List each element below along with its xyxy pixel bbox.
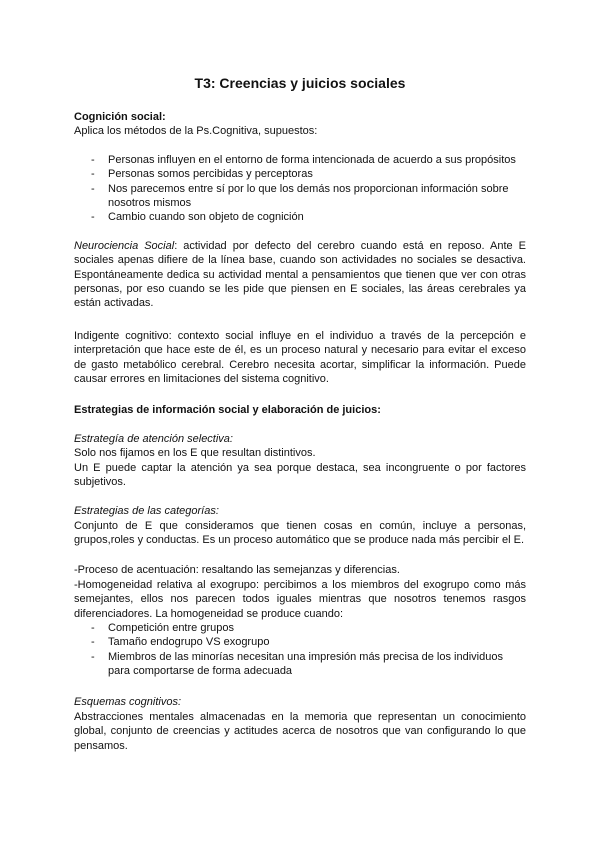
homogeneidad-list [74,621,526,678]
atencion-line-1: Solo nos fijamos en los E que resultan distintivos. [74,447,316,459]
page-title: T3: Creencias y juicios sociales [194,75,406,91]
categorias-title: Estrategias de las categorías: [74,505,219,517]
list-item: - Cambio cuando son objeto de cognición [74,210,526,224]
list-item: - Personas influyen en el entorno de forma intencionada de acuerdo a sus propósitos [74,153,526,167]
atencion-title: Estrategía de atención selectiva: [74,433,233,445]
neurociencia-paragraph [74,239,526,310]
categorias-text: Conjunto de E que consideramos que tienen cosas en común, incluye a personas, grupos,roles y conductas. Es un proceso automático que se produce nada más percibir el E. [74,520,526,547]
acentuacion-text: -Proceso de acentuación: resaltando las semejanzas y diferencias. [74,564,400,576]
atencion-line-2: Un E puede captar la atención ya sea porque destaca, sea incongruente o por factores subjetivos. [74,462,526,489]
list-item: - Tamaño endogrupo VS exogrupo [74,635,526,649]
list-item: - Personas somos percibidas y perceptoras [74,167,526,181]
cognicion-list [74,153,526,224]
section-heading-estrategias: Estrategias de información social y elaboración de juicios: [74,404,381,416]
section-heading-cognicion: Cognición social: [74,111,166,123]
list-item: - Miembros de las minorías necesitan una impresión más precisa de los individuos para comportarse de forma adecuada [74,650,526,679]
cognicion-intro: Aplica los métodos de la Ps.Cognitiva, supuestos: [74,125,318,137]
neurociencia-term: Neurociencia Social [74,240,175,252]
homogeneidad-text: -Homogeneidad relativa al exogrupo: percibimos a los miembros del exogrupo como más semejantes, ellos nos parecen todos iguales mientras que nosotros tenemos rasgos diferenciadores. La homogeneidad se produce cuando: [74,579,526,620]
esquemas-text: Abstracciones mentales almacenadas en la memoria que representan un conocimiento global, conjunto de creencias y actitudes acerca de nosotros que van configurando lo que pensamos. [74,711,526,752]
neurociencia-text: : actividad por defecto del cerebro cuando está en reposo. Ante E sociales apenas difiere de la línea base, cuando son actividades no sociales se desactiva. Espontáneamente dedica su actividad mental a pensamientos que tienen que ver con otras personas, por eso cuando se les pide que piensen en E sociales, las áreas cerebrales ya están activadas. [74,240,526,310]
indigente-paragraph: Indigente cognitivo: contexto social influye en el individuo a través de la percepción e interpretación que hace este de él, es un proceso natural y necesario para evitar el exceso de gasto metabólico cerebral. Cerebro necesita acortar, simplificar la información. Puede causar errores en limitaciones del sistema cognitivo. [74,330,526,385]
list-item: - Nos parecemos entre sí por lo que los demás nos proporcionan información sobre nosotros mismos [74,182,526,211]
esquemas-title: Esquemas cognitivos: [74,696,181,708]
list-item: - Competición entre grupos [74,621,526,635]
